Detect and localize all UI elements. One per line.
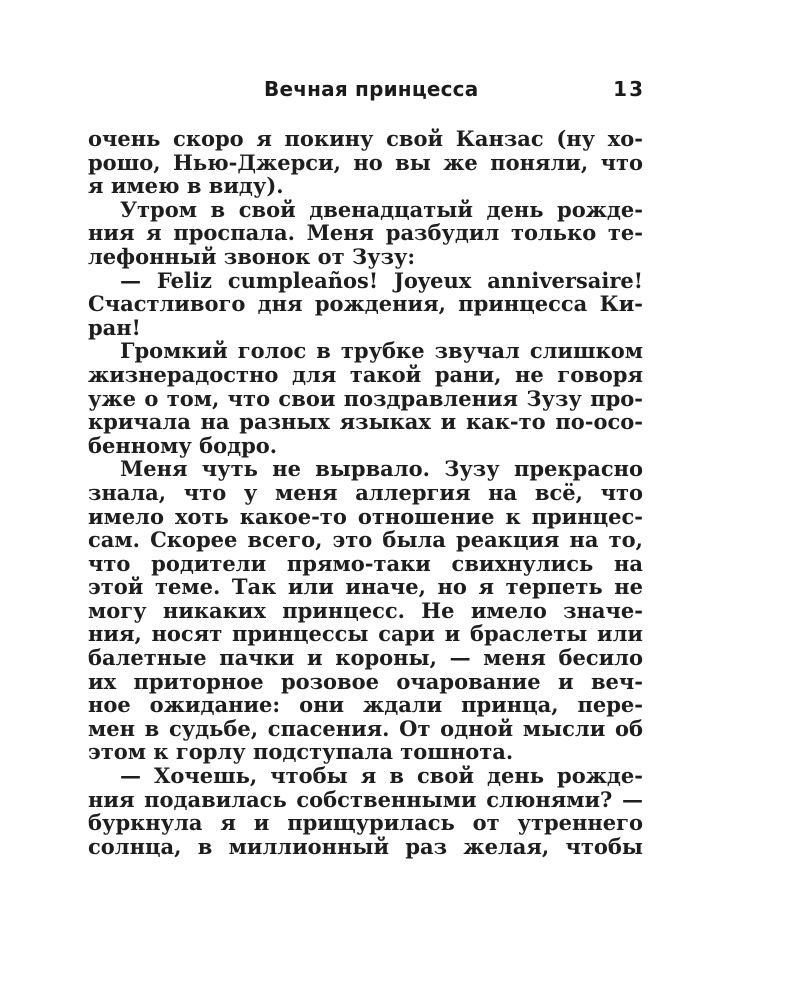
text-line: имело хоть какое-то отношение к принцес- xyxy=(88,503,643,529)
text-line: уже о том, что свои поздравления Зузу про- xyxy=(88,385,643,411)
paragraph xyxy=(88,269,643,340)
page-header xyxy=(90,74,645,108)
text-line: Громкий голос в трубке звучал слишком xyxy=(120,338,643,364)
text-line: ния подавилась собственными слюнями? — xyxy=(88,786,643,812)
text-line: бенному бодро. xyxy=(88,432,278,458)
text-line: ран! xyxy=(88,314,141,340)
text-line: знала, что у меня аллергия на всё, что xyxy=(88,479,643,505)
text-line: ное ожидание: они ждали принца, пере- xyxy=(88,692,643,718)
text-line: Утром в свой двенадцатый день рожде- xyxy=(120,196,643,222)
text-line: могу никаких принцесс. Не имело значе- xyxy=(88,597,643,623)
text-line: жизнерадостно для такой рани, не говоря xyxy=(88,361,643,387)
text-line: сам. Скорее всего, это была реакция на то, xyxy=(88,527,643,553)
body-text xyxy=(88,127,643,858)
paragraph xyxy=(88,339,643,457)
text-line: — Хочешь, чтобы я в свой день рожде- xyxy=(120,763,643,789)
text-line: лефонный звонок от Зузу: xyxy=(88,243,416,269)
text-line: буркнула я и прищурилась от утреннего xyxy=(88,810,643,836)
page-number: 13 xyxy=(613,77,645,101)
text-line: что родители прямо-таки свихнулись на xyxy=(88,550,643,576)
text-line: Меня чуть не вырвало. Зузу прекрасно xyxy=(120,456,643,482)
paragraph xyxy=(88,764,643,858)
text-line: Счастливого дня рождения, принцесса Ки- xyxy=(88,291,643,317)
text-line: очень скоро я покину свой Канзас (ну хо- xyxy=(88,126,643,151)
text-line: балетные пачки и короны, — меня бесило xyxy=(88,645,643,671)
text-line: ния, носят принцессы сари и браслеты или xyxy=(88,621,643,647)
text-line: мен в судьбе, спасения. От одной мысли об xyxy=(88,715,643,741)
text-line: этом к горлу подступала тошнота. xyxy=(88,739,514,765)
paragraph xyxy=(88,457,643,764)
text-line: этой теме. Так или иначе, но я терпеть не xyxy=(88,574,643,600)
text-line: ния я проспала. Меня разбудил только те- xyxy=(88,220,643,246)
running-title: Вечная принцесса xyxy=(264,77,479,101)
text-line: я имею в виду). xyxy=(88,173,284,199)
text-line: рошо, Нью-Джерси, но вы же поняли, что xyxy=(88,149,643,175)
text-line: кричала на разных языках и как-то по-осо- xyxy=(88,409,643,435)
text-line: — Feliz cumpleaños! Joyeux anniversaire! xyxy=(120,267,643,293)
paragraph xyxy=(88,127,643,198)
paragraph xyxy=(88,198,643,269)
text-line: солнца, в миллионный раз желая, чтобы xyxy=(88,833,643,859)
text-line: их приторное розовое очарование и веч- xyxy=(88,668,643,694)
